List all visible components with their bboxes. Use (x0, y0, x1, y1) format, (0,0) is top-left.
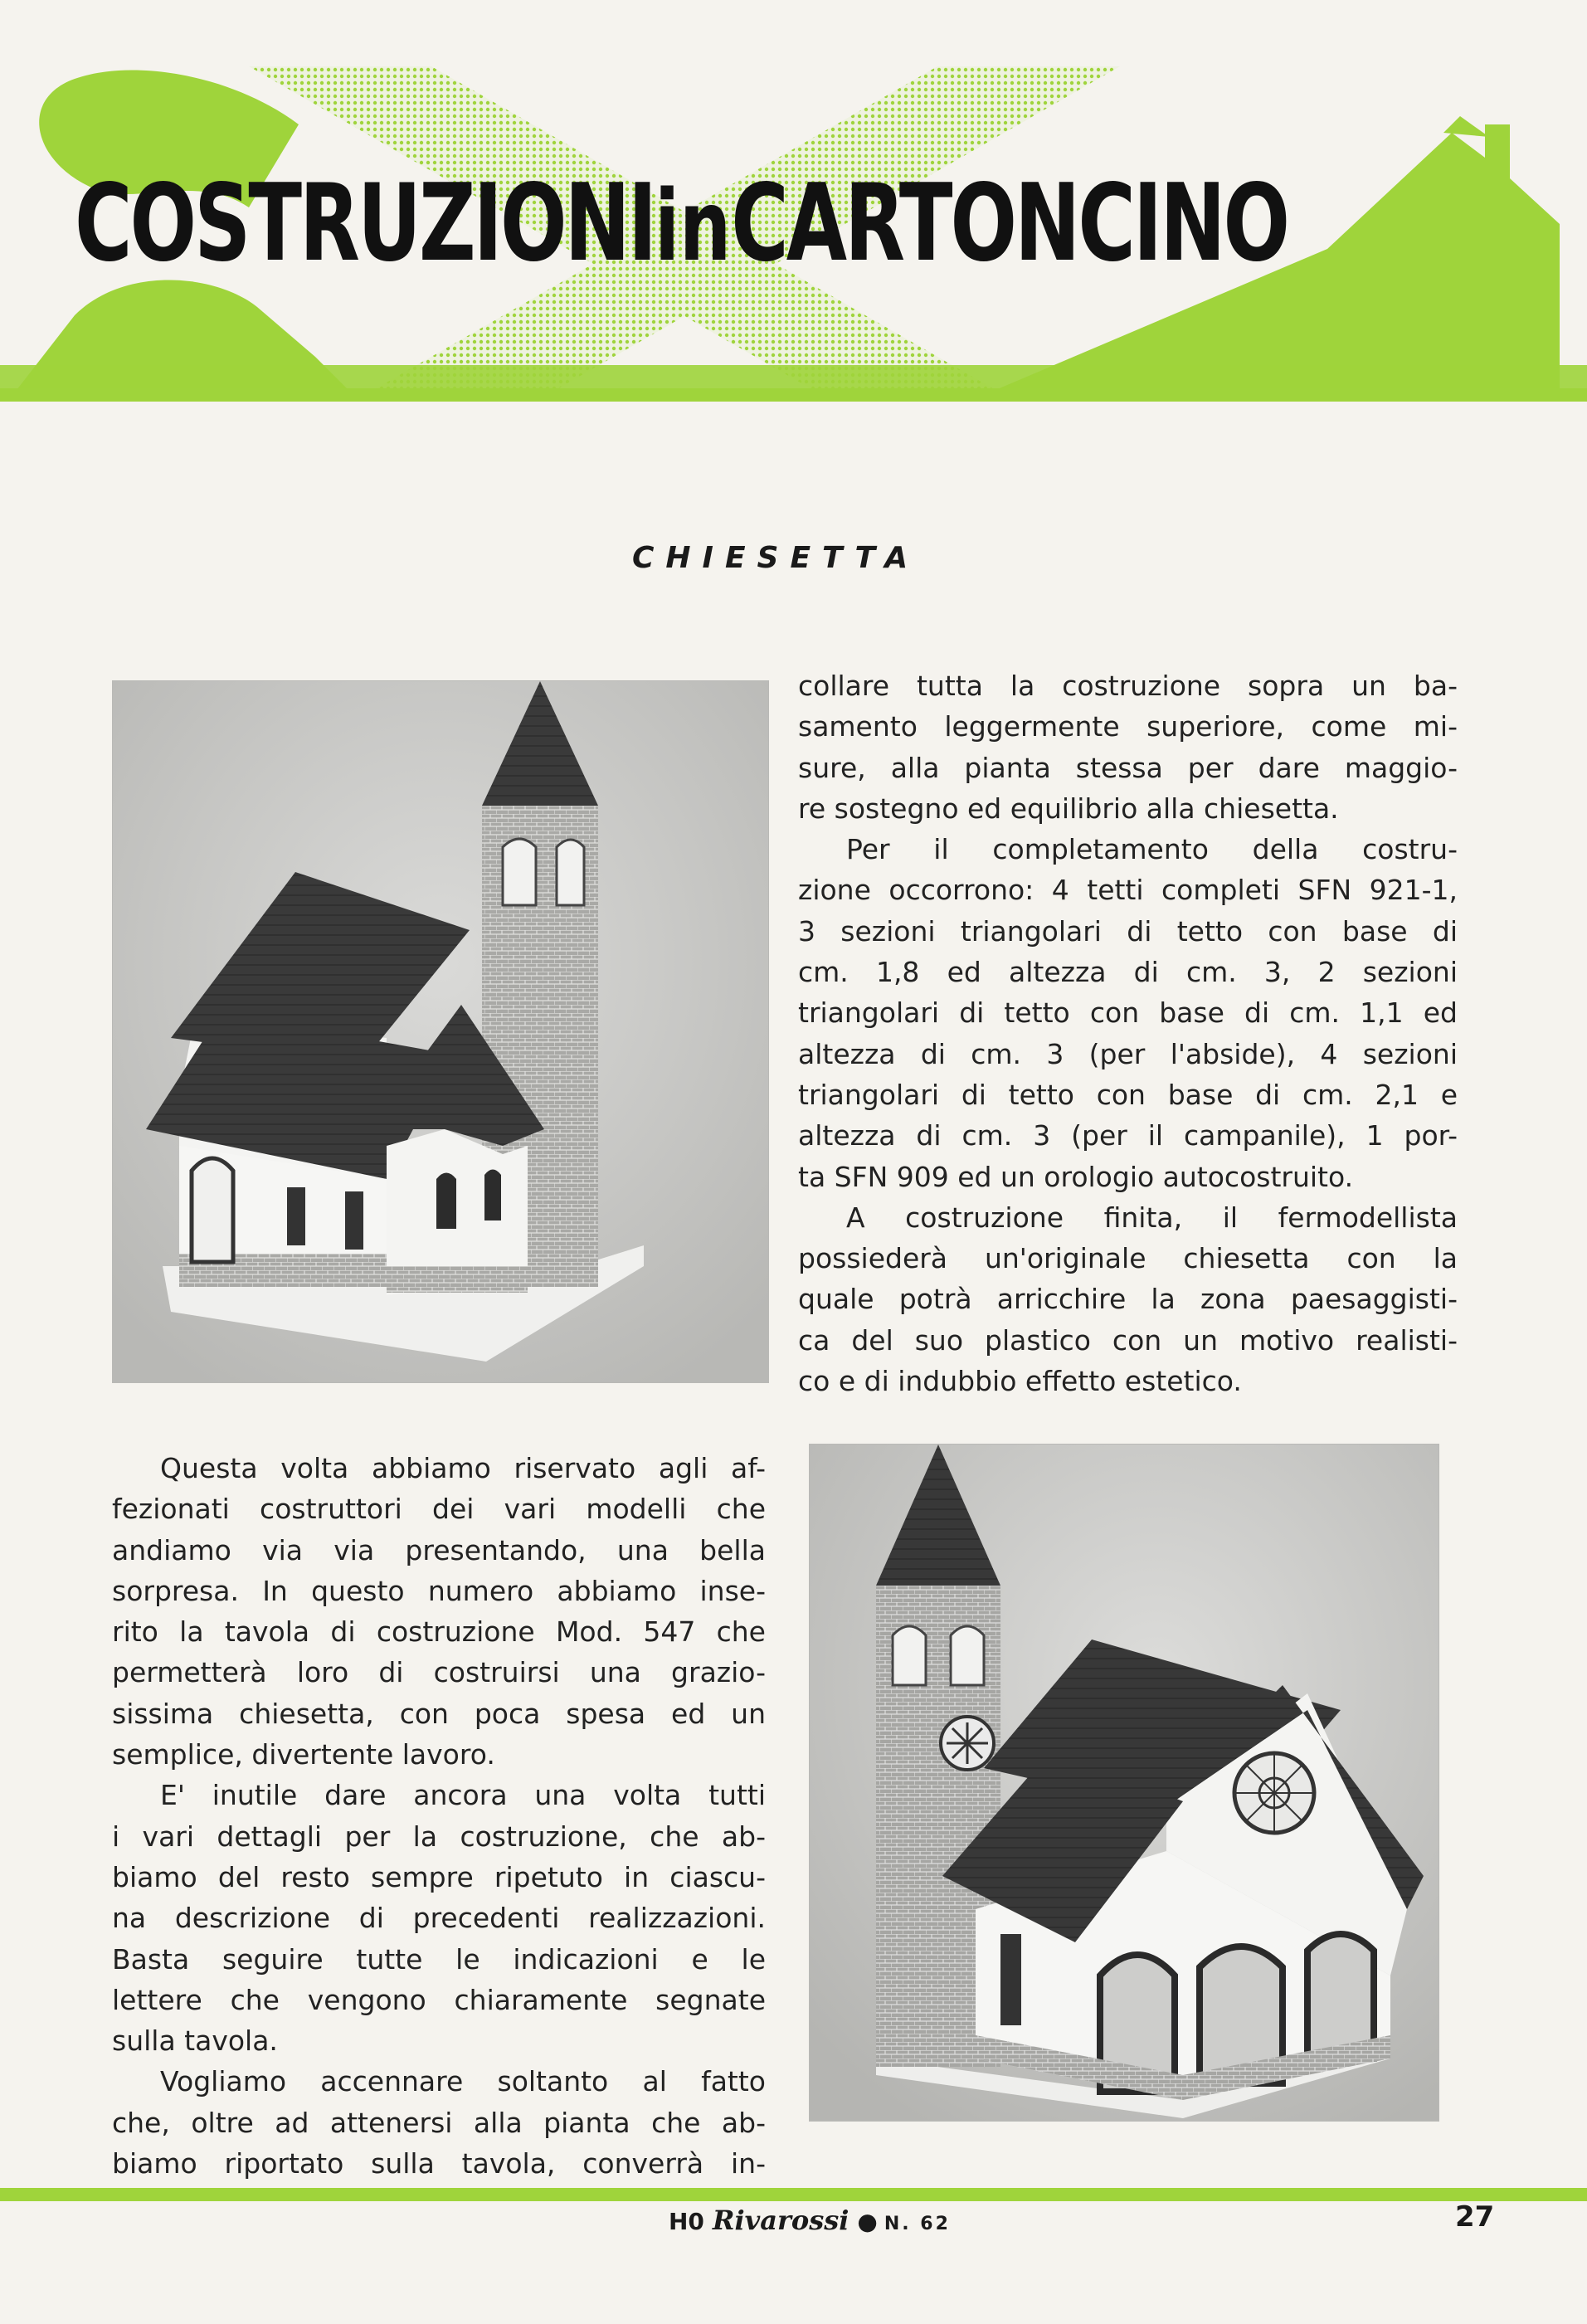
text-line: re sostegno ed equilibrio alla chiesetta. (798, 792, 1339, 825)
text-line: Vogliamo accennare soltanto al fatto (160, 2065, 766, 2098)
title-part-cartoncino: CARTONCINO (731, 162, 1288, 285)
article-text-left-column (112, 1448, 766, 2184)
text-line: biamo riportato sulla tavola, converrà in- (112, 2147, 766, 2180)
text-line: altezza di cm. 3 (per il campanile), 1 por- (798, 1119, 1458, 1152)
text-line: triangolari di tetto con base di cm. 1,1 ed (798, 996, 1458, 1030)
text-line: fezionati costruttori dei vari modelli che (112, 1493, 766, 1526)
text-line: ta SFN 909 ed un orologio autocostruito. (798, 1160, 1354, 1193)
text-line: biamo del resto sempre ripetuto in ciascu- (112, 1860, 766, 1893)
text-line: sure, alla pianta stessa per dare maggio- (798, 751, 1458, 784)
title-part-in: in (655, 168, 732, 283)
text-line: triangolari di tetto con base di cm. 2,1 e (798, 1078, 1458, 1111)
magazine-footer: H0 Rivarossi ● N. 62 (669, 2205, 951, 2236)
text-line: 3 sezioni triangolari di tetto con base di (798, 914, 1458, 948)
magazine-prefix: H0 (669, 2208, 704, 2235)
article-text-right-column (798, 665, 1458, 1401)
text-line: possiederà un'originale chiesetta con la (798, 1242, 1458, 1275)
text-line: Per il completamento della costru- (846, 833, 1458, 866)
text-line: sissima chiesetta, con poca spesa ed un (112, 1697, 766, 1730)
text-line: Basta seguire tutte le indicazioni e le (112, 1942, 766, 1976)
text-line: cm. 1,8 ed altezza di cm. 3, 2 sezioni (798, 956, 1458, 989)
text-line: permetterà loro di costruirsi una grazio- (112, 1656, 766, 1689)
church-photo-side-view (112, 680, 769, 1383)
text-line: i vari dettagli per la costruzione, che ab- (112, 1820, 766, 1853)
text-line: quale potrà arricchire la zona paesaggisti- (798, 1283, 1458, 1316)
text-line: A costruzione finita, il fermodellista (846, 1201, 1458, 1234)
text-line: E' inutile dare ancora una volta tutti (160, 1779, 766, 1812)
text-line: rito la tavola di costruzione Mod. 547 che (112, 1615, 766, 1649)
text-line: na descrizione di precedenti realizzazioni. (112, 1902, 766, 1935)
text-line: sorpresa. In questo numero abbiamo inse- (112, 1574, 766, 1607)
footer-rule (0, 2188, 1587, 2201)
text-line: sulla tavola. (112, 2024, 278, 2058)
title-part-costruzioni: COSTRUZIONI (75, 162, 655, 285)
text-line: samento leggermente superiore, come mi- (798, 710, 1458, 743)
issue-number: N. 62 (884, 2214, 951, 2234)
text-line: andiamo via via presentando, una bella (112, 1533, 766, 1566)
church-photo-front-view (809, 1444, 1439, 2122)
page-title (75, 162, 1288, 285)
text-line: altezza di cm. 3 (per l'abside), 4 sezioni (798, 1037, 1458, 1070)
text-line: ca del suo plastico con un motivo realisti- (798, 1323, 1458, 1357)
text-line: Questa volta abbiamo riservato agli af- (160, 1452, 766, 1484)
text-line: collare tutta la costruzione sopra un ba- (798, 670, 1458, 702)
text-line: lettere che vengono chiaramente segnate (112, 1983, 766, 2016)
text-line: co e di indubbio effetto estetico. (798, 1365, 1242, 1398)
article-title: CHIESETTA (632, 541, 920, 575)
text-line: zione occorrono: 4 tetti completi SFN 921-1, (798, 874, 1458, 907)
text-line: che, oltre ad attenersi alla pianta che ab- (112, 2106, 766, 2139)
page-number: 27 (1455, 2200, 1495, 2234)
header-banner (0, 0, 1587, 407)
text-line: semplice, divertente lavoro. (112, 1738, 495, 1771)
magazine-logo: Rivarossi (712, 2205, 849, 2236)
